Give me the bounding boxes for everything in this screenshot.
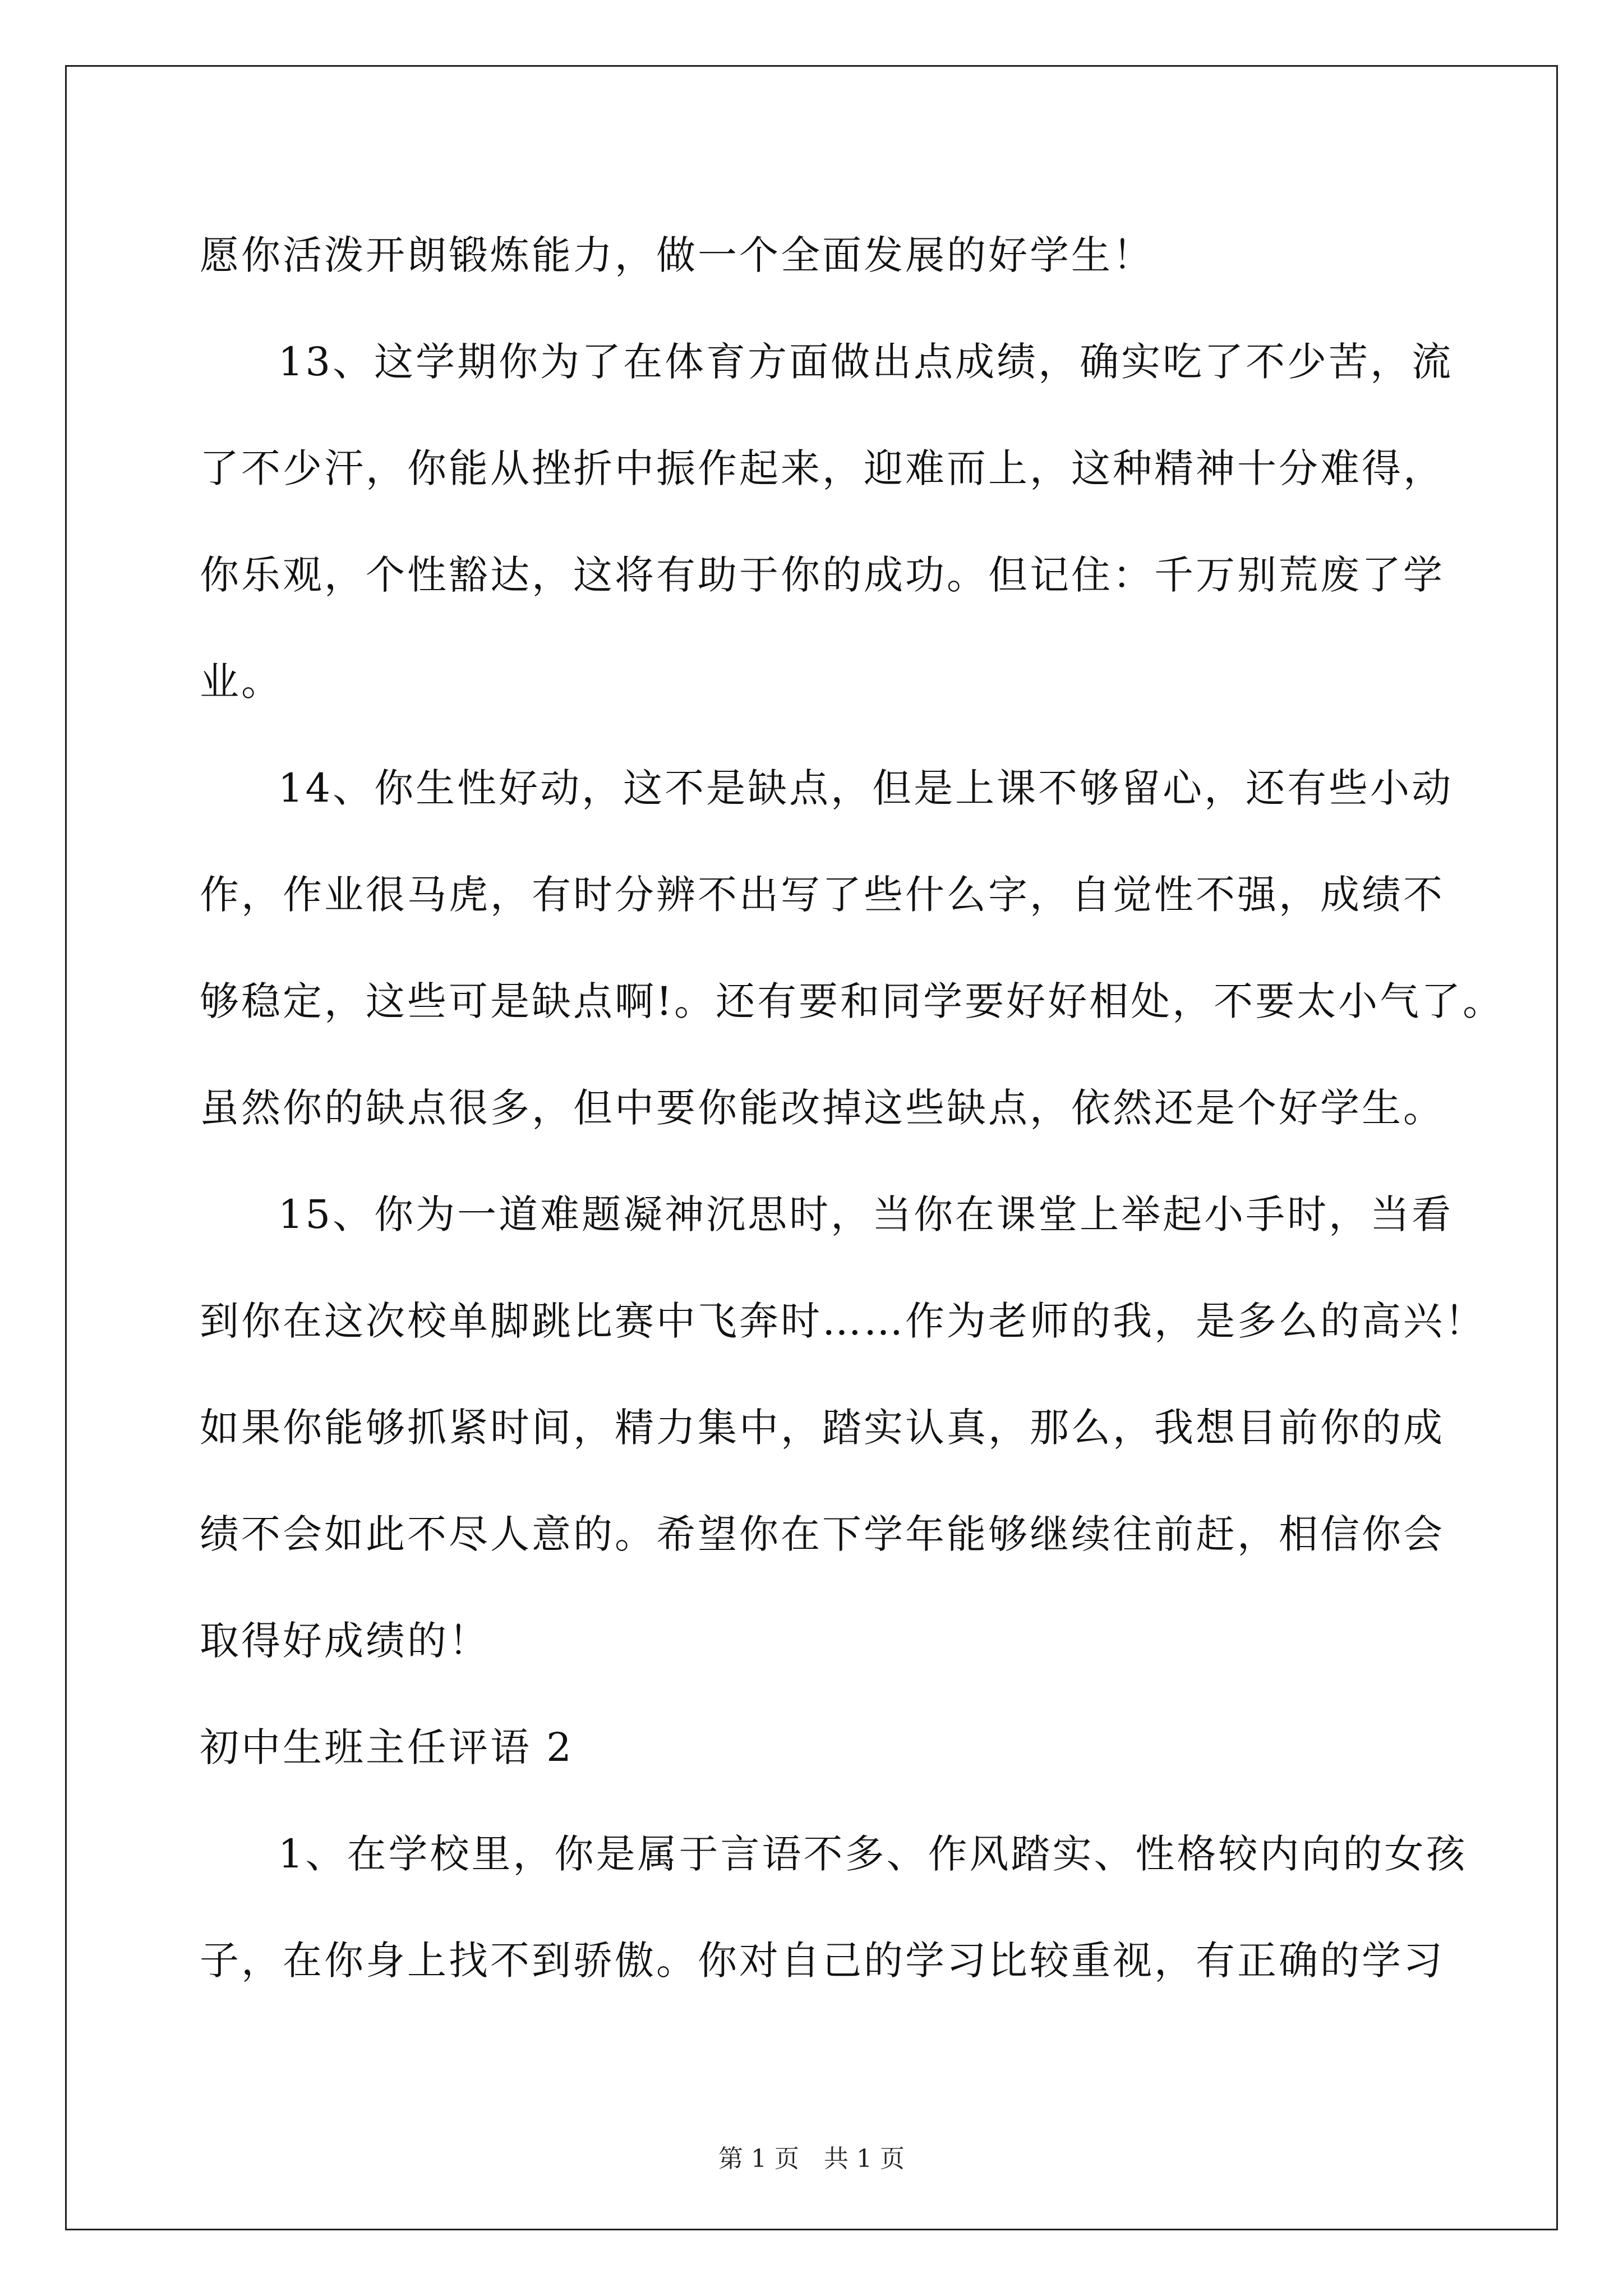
text-line: 13、这学期你为了在体育方面做出点成绩，确实吃了不少苦，流	[278, 339, 1454, 385]
text-line: 到你在这次校单脚跳比赛中飞奔时……作为老师的我，是多么的高兴！	[200, 1298, 1486, 1344]
text-line: 绩不会如此不尽人意的。希望你在下学年能够继续往前赶，相信你会	[200, 1511, 1445, 1557]
text-line: 虽然你的缺点很多，但中要你能改掉这些缺点，依然还是个好学生。	[200, 1085, 1445, 1131]
page-footer: 第 1 页 共 1 页	[718, 2145, 905, 2173]
text-line: 够稳定，这些可是缺点啊!。还有要和同学要好好相处，不要太小气了。	[200, 978, 1505, 1024]
text-line: 愿你活泼开朗锻炼能力，做一个全面发展的好学生！	[200, 232, 1154, 278]
section-heading: 初中生班主任评语 2	[200, 1724, 574, 1770]
text-line: 你乐观，个性豁达，这将有助于你的成功。但记住：千万别荒废了学	[200, 552, 1445, 598]
text-line: 取得好成绩的！	[200, 1618, 490, 1664]
text-line: 15、你为一道难题凝神沉思时，当你在课堂上举起小手时，当看	[278, 1191, 1454, 1237]
text-line: 14、你生性好动，这不是缺点，但是上课不够留心，还有些小动	[278, 765, 1454, 811]
text-line: 1、在学校里，你是属于言语不多、作风踏实、性格较内向的女孩	[278, 1831, 1468, 1877]
text-line: 了不少汗，你能从挫折中振作起来，迎难而上，这种精神十分难得，	[200, 445, 1445, 491]
text-line: 作，作业很马虎，有时分辨不出写了些什么字，自觉性不强，成绩不	[200, 872, 1445, 918]
text-line: 子，在你身上找不到骄傲。你对自己的学习比较重视，有正确的学习	[200, 1938, 1445, 1984]
document-body	[200, 202, 1505, 2014]
text-line: 如果你能够抓紧时间，精力集中，踏实认真，那么，我想目前你的成	[200, 1405, 1445, 1451]
text-line: 业。	[200, 659, 283, 705]
